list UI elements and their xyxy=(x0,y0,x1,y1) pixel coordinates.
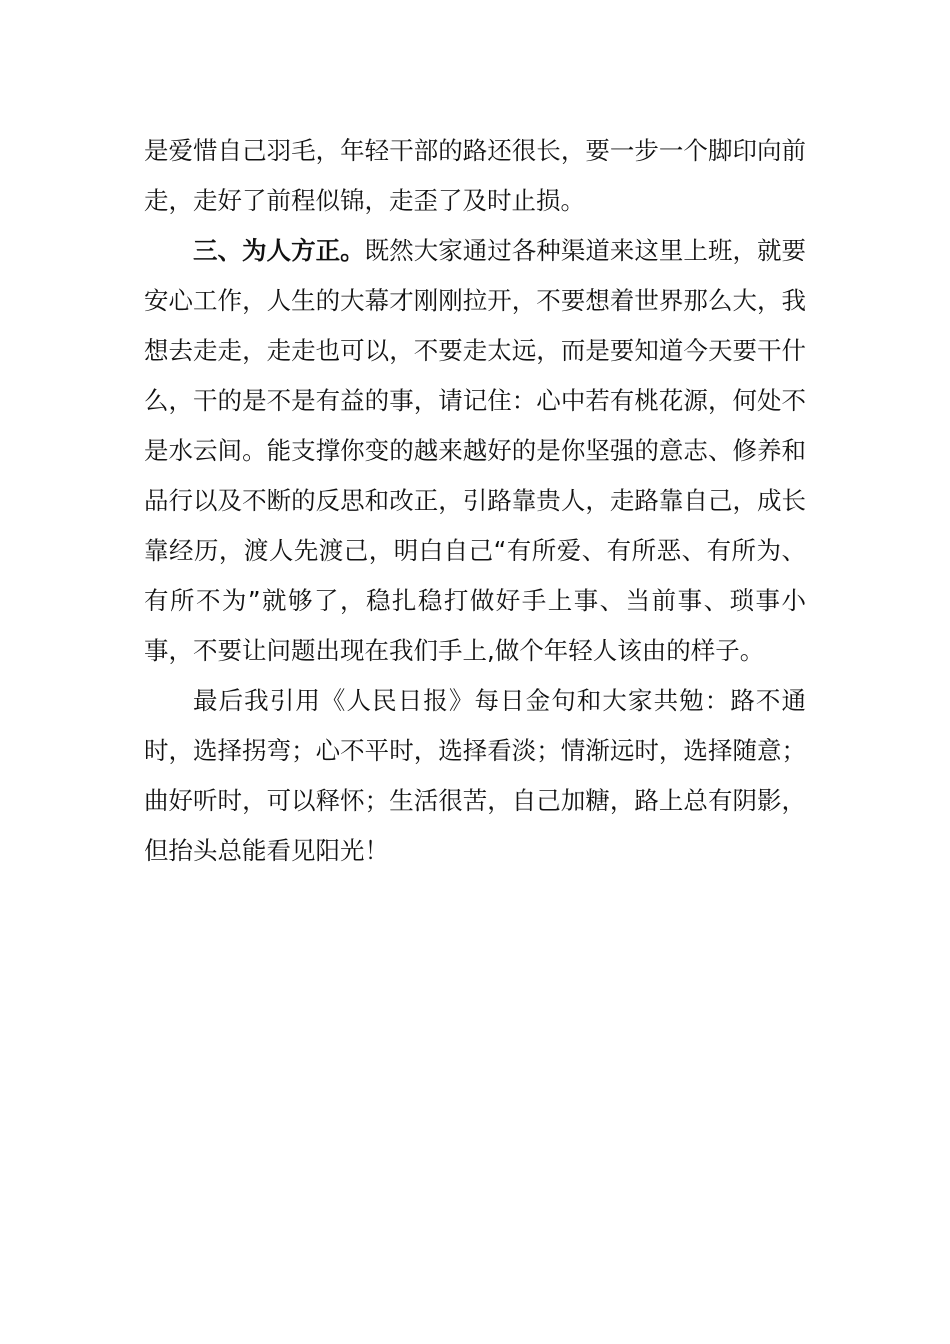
paragraph-text: 既然大家通过各种渠道来这里上班，就要安心工作，人生的大幕才刚刚拉开，不要想着世界那么大，我想去走走，走走也可以，不要走太远，而是要知道今天要干什么，干的是不是有益的事，请记住：心中若有桃花源，何处不是水云间。能支撑你变的越来越好的是你坚强的意志、修养和品行以及不断的反思和改正，引路靠贵人，走路靠自己，成长靠经历，渡人先渡己，明白自己“有所爱、有所恶、有所为、有所不为”就够了，稳扎稳打做好手上事、当前事、琐事小事，不要让问题出现在我们手上,做个年轻人该由的样子。 xyxy=(144,236,807,665)
paragraph-section-three xyxy=(144,226,806,676)
section-heading: 三、为人方正。 xyxy=(193,236,365,265)
paragraph-closing xyxy=(144,676,806,876)
paragraph-text: 最后我引用《人民日报》每日金句和大家共勉：路不通时，选择拐弯；心不平时，选择看淡；情渐远时，选择随意；曲好听时，可以释怀；生活很苦，自己加糖，路上总有阴影，但抬头总能看见阳光！ xyxy=(144,686,806,865)
paragraph-continuation xyxy=(144,126,806,226)
document-body xyxy=(144,126,806,876)
paragraph-text: 是爱惜自己羽毛，年轻干部的路还很长，要一步一个脚印向前走，走好了前程似锦，走歪了及时止损。 xyxy=(144,136,806,215)
